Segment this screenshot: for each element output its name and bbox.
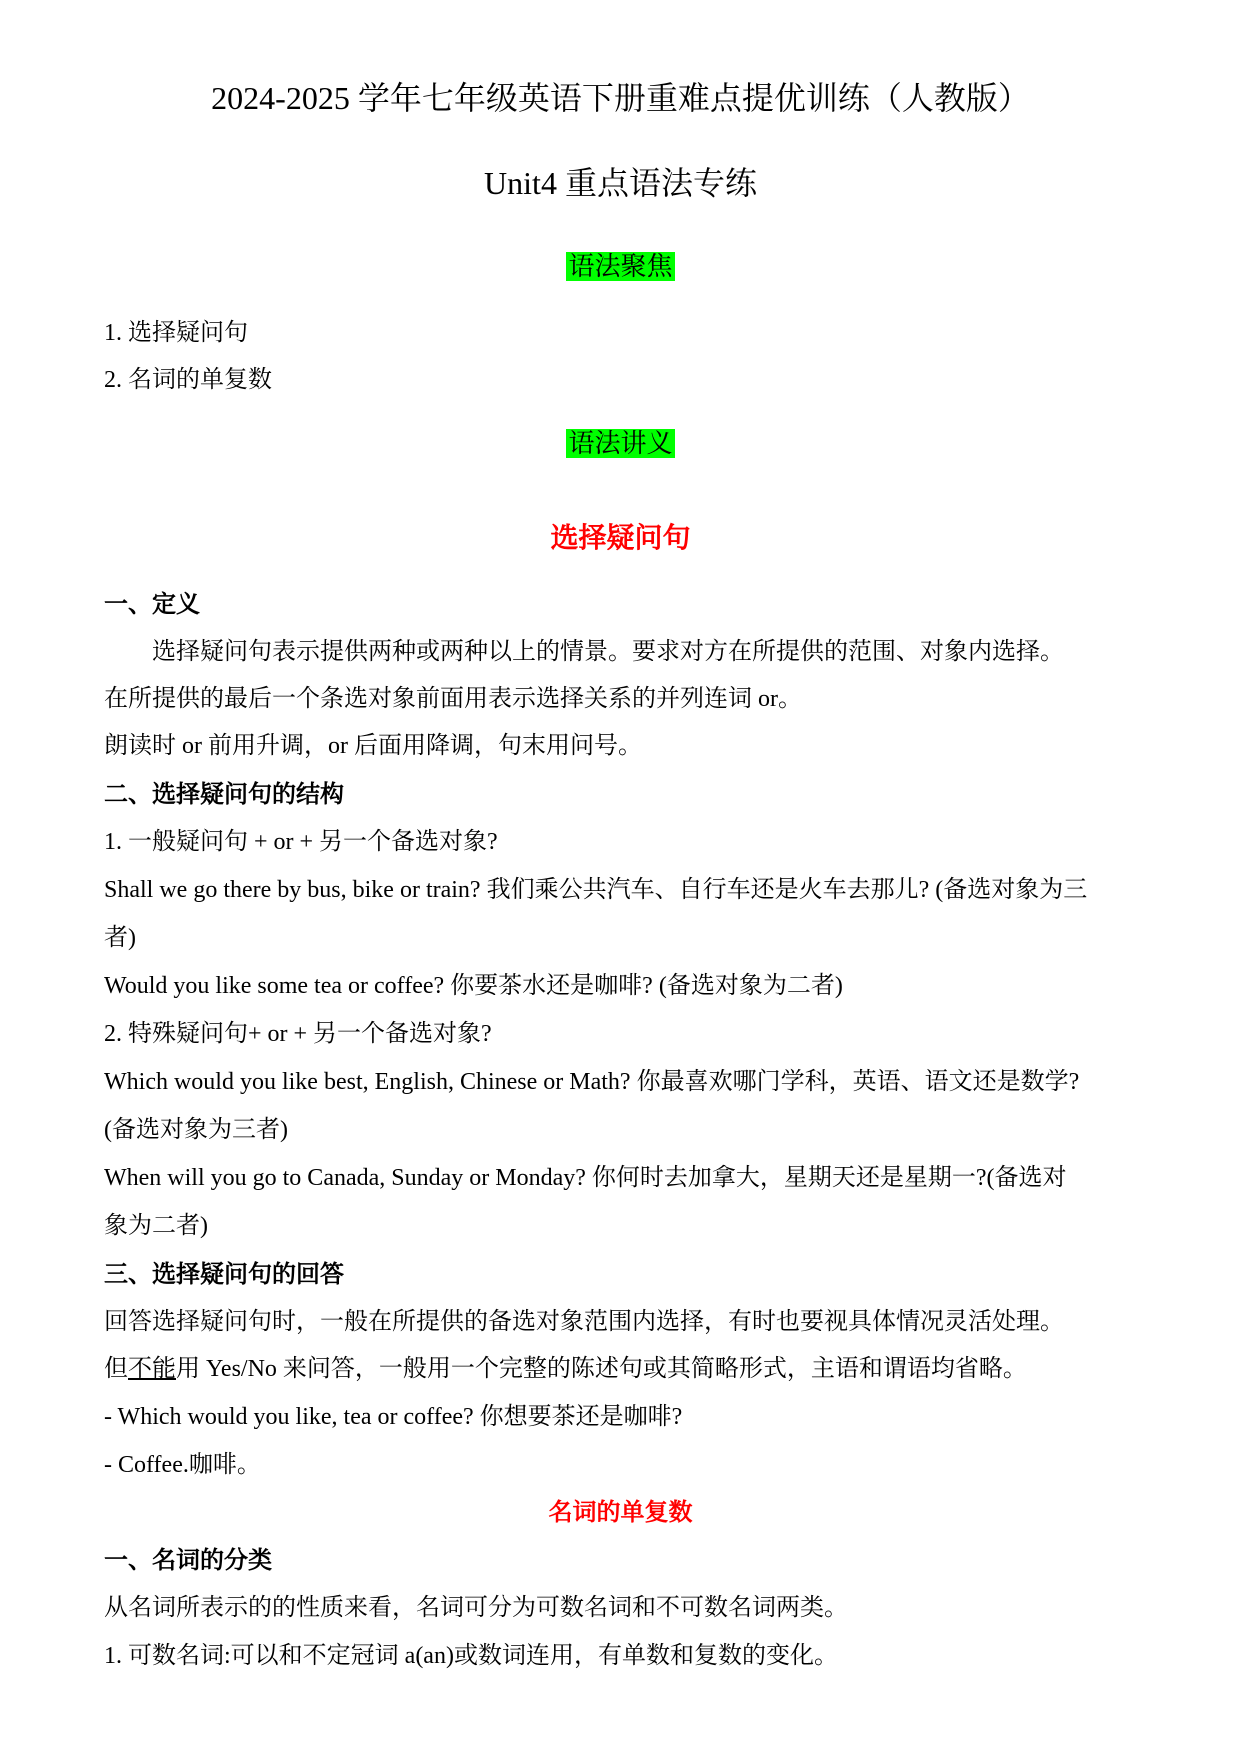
document-subtitle: Unit4 重点语法专练 [484, 165, 757, 201]
document-title: 2024-2025 学年七年级英语下册重难点提优训练（人教版） [211, 80, 1030, 116]
grammar-focus-header [0, 251, 1241, 283]
grammar-lecture-label: 语法讲义 [568, 429, 673, 458]
structure-line-6: Which would you like best, English, Chinese or Math? 你最喜欢哪门学科，英语、语文还是数学? [104, 1069, 1080, 1095]
structure-line-1: 1. 一般疑问句 + or + 另一个备选对象? [104, 829, 498, 855]
definition-line-2: 在所提供的最后一个条选对象前面用表示选择关系的并列连词 or。 [104, 686, 802, 712]
example-question: - Which would you like, tea or coffee? 你想要茶还是咖啡? [104, 1404, 683, 1430]
structure-heading: 二、选择疑问句的结构 [104, 782, 344, 808]
answer-line-2-post: 用 Yes/No 来问答，一般用一个完整的陈述句或其简略形式，主语和谓语均省略。 [176, 1356, 1027, 1382]
noun-class-heading: 一、名词的分类 [104, 1548, 272, 1574]
focus-item-1: 1. 选择疑问句 [104, 320, 248, 346]
structure-line-5: 2. 特殊疑问句+ or + 另一个备选对象? [104, 1021, 492, 1047]
focus-item-2: 2. 名词的单复数 [104, 367, 272, 393]
noun-class-line: 从名词所表示的的性质来看，名词可分为可数名词和不可数名词两类。 [104, 1595, 848, 1621]
section-title-noun-number: 名词的单复数 [548, 1500, 693, 1526]
structure-line-3: 者) [104, 925, 136, 951]
answer-heading: 三、选择疑问句的回答 [104, 1262, 344, 1288]
answer-line-2 [104, 1354, 1137, 1384]
structure-line-7: (备选对象为三者) [104, 1117, 288, 1143]
grammar-lecture-header [0, 428, 1241, 460]
grammar-focus-label: 语法聚焦 [568, 252, 673, 281]
answer-line-2-underlined: 不能 [128, 1356, 176, 1382]
answer-line-2-pre: 但 [104, 1356, 128, 1382]
definition-line-1: 选择疑问句表示提供两种或两种以上的情景。要求对方在所提供的范围、对象内选择。 [152, 639, 1064, 665]
structure-line-4: Would you like some tea or coffee? 你要茶水还是咖啡? (备选对象为二者) [104, 973, 843, 999]
structure-line-2: Shall we go there by bus, bike or train? 我们乘公共汽车、自行车还是火车去那儿? (备选对象为三 [104, 877, 1088, 903]
structure-line-9: 象为二者) [104, 1213, 208, 1239]
countable-noun-line: 1. 可数名词:可以和不定冠词 a(an)或数词连用，有单数和复数的变化。 [104, 1643, 838, 1669]
structure-line-8: When will you go to Canada, Sunday or Monday? 你何时去加拿大，星期天还是星期一?(备选对 [104, 1165, 1067, 1191]
section-title-choice-questions: 选择疑问句 [550, 523, 691, 554]
answer-line-1: 回答选择疑问句时，一般在所提供的备选对象范围内选择，有时也要视具体情况灵活处理。 [104, 1309, 1064, 1335]
definition-line-3: 朗读时 or 前用升调，or 后面用降调，句末用问号。 [104, 733, 642, 759]
definition-heading: 一、定义 [104, 592, 200, 618]
example-answer: - Coffee.咖啡。 [104, 1452, 261, 1478]
